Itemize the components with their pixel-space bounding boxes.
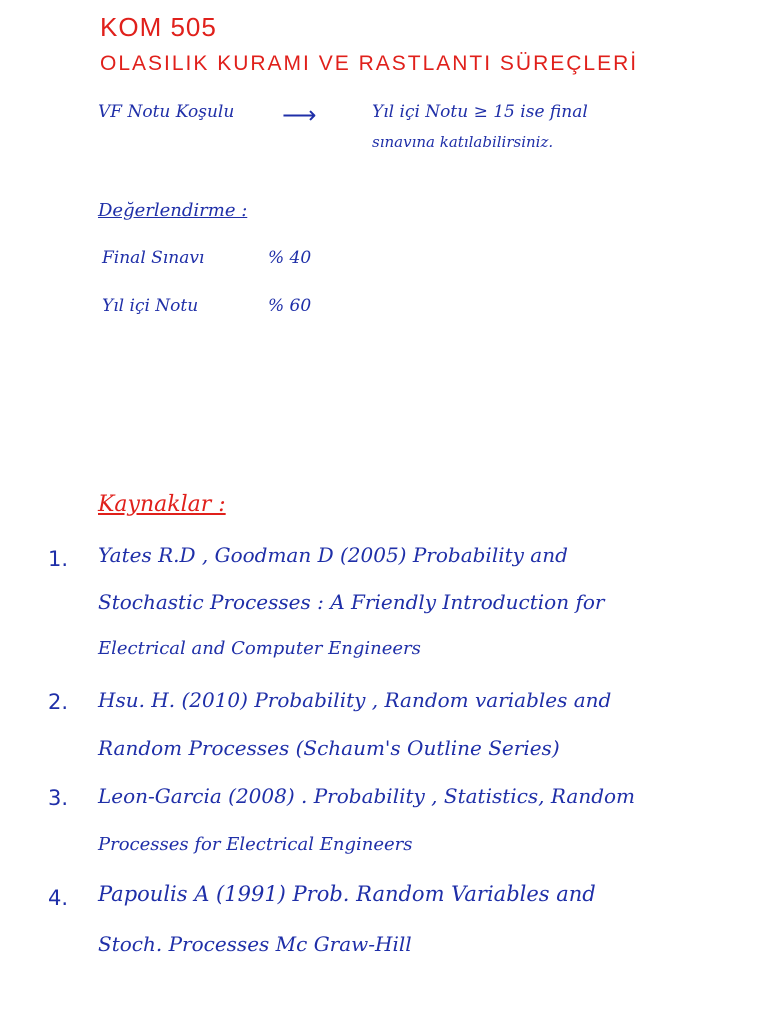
reference-number: 4. [48,886,69,910]
evaluation-row-final [102,248,312,268]
evaluation-label: Final Sınavı [102,248,205,268]
reference-line: Stochastic Processes : A Friendly Introduction for [98,590,605,614]
reference-line: Processes for Electrical Engineers [98,834,413,855]
vf-condition-text-line2: sınavına katılabilirsiniz. [372,133,554,151]
vf-condition-label: VF Notu Koşulu [98,102,235,122]
reference-line: Papoulis A (1991) Prob. Random Variables and [98,882,596,906]
reference-line: Hsu. H. (2010) Probability , Random variables and [98,688,612,712]
course-code: KOM 505 [100,12,217,42]
reference-line: Random Processes (Schaum's Outline Series) [98,736,560,760]
reference-number: 3. [48,786,69,810]
reference-number: 2. [48,690,69,714]
evaluation-label: Yıl içi Notu [102,296,199,316]
reference-line: Stoch. Processes Mc Graw-Hill [98,932,412,956]
reference-line: Yates R.D , Goodman D (2005) Probability and [98,543,568,567]
reference-line: Leon-Garcia (2008) . Probability , Statistics, Random [98,784,636,808]
vf-condition-text-line1: Yıl içi Notu ≥ 15 ise final [372,102,588,122]
evaluation-heading: Değerlendirme : [98,200,248,221]
reference-number: 1. [48,547,69,571]
evaluation-row-yearly [102,296,312,316]
course-title: OLASILIK KURAMI VE RASTLANTI SÜREÇLERİ [100,52,639,75]
evaluation-percent: % 60 [268,296,312,316]
references-heading: Kaynaklar : [98,492,226,517]
reference-line: Electrical and Computer Engineers [98,638,421,659]
evaluation-percent: % 40 [268,248,312,268]
arrow-right-icon: ⟶ [282,101,317,129]
